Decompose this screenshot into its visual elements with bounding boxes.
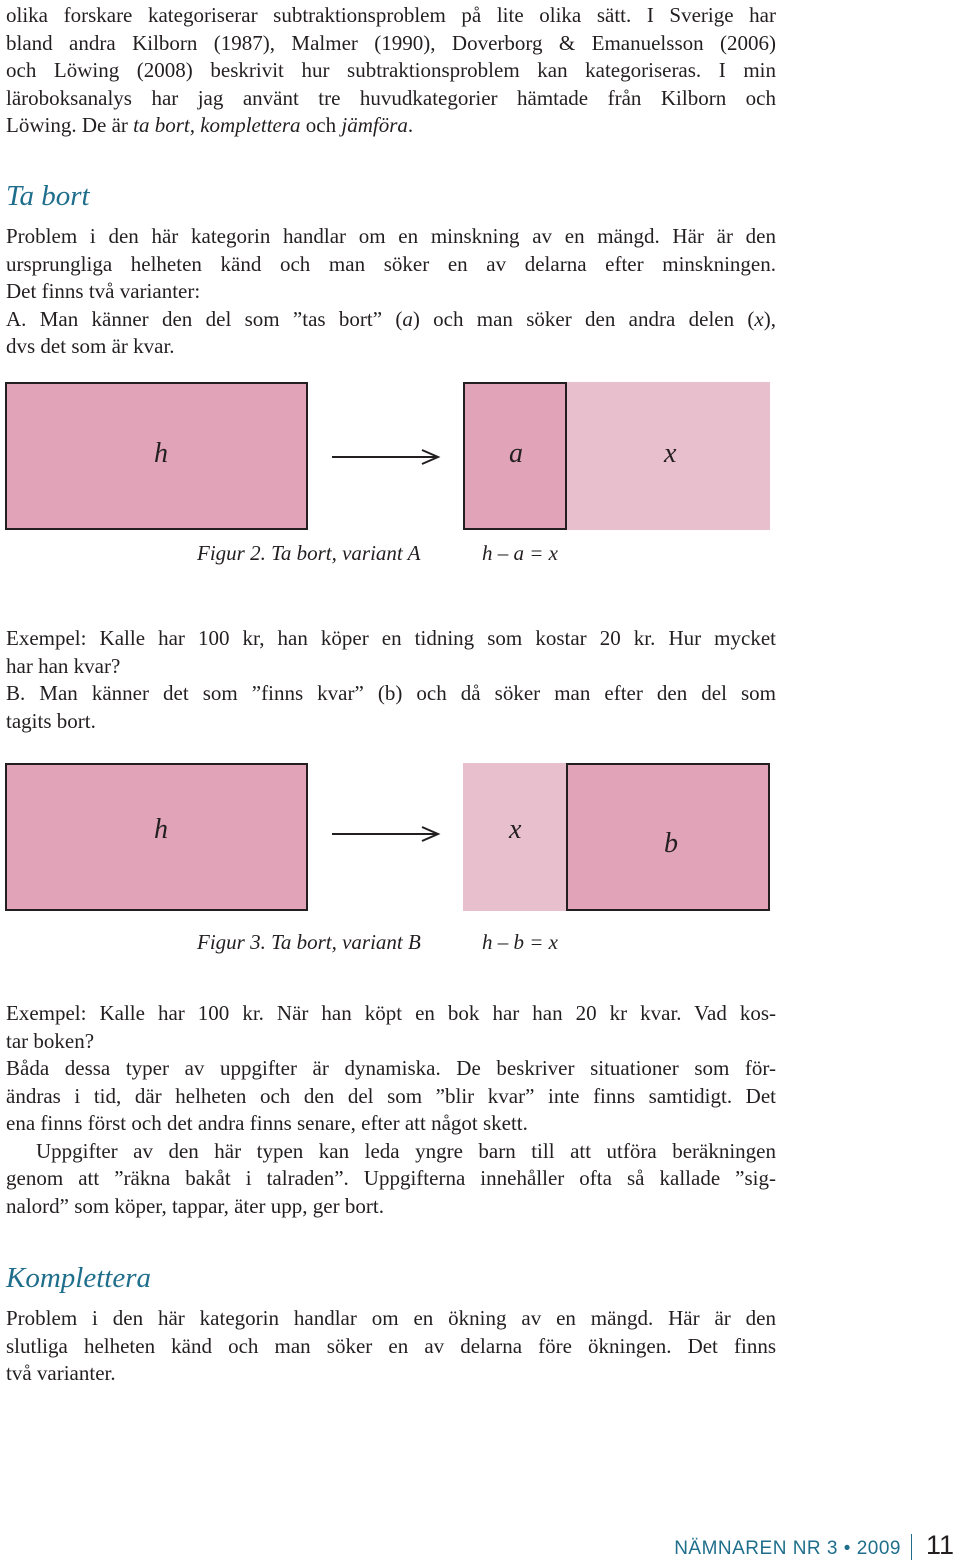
ta-bort-paragraph	[6, 223, 776, 361]
text-line: B. Man känner det som ”finns kvar” (b) och då söker man efter den del som	[6, 681, 776, 705]
text-line: dvs det som är kvar.	[6, 334, 175, 358]
text-line: läroboksanalys har jag använt tre huvudkategorier hämtade från Kilborn och	[6, 85, 776, 110]
text-line: tar boken?	[6, 1028, 95, 1053]
section-heading-komplettera: Komplettera	[6, 1262, 151, 1294]
footer-divider	[911, 1534, 912, 1560]
whole-label: h	[154, 438, 168, 469]
text-line: ändras i tid, där helheten och den del som ”blir kvar” inte finns samtidigt. Det	[6, 1083, 776, 1108]
text-line: Exempel: Kalle har 100 kr, han köper en tidning som kostar 20 kr. Hur mycket	[6, 626, 776, 650]
figure-caption: Figur 3. Ta bort, variant B	[197, 930, 421, 954]
page-footer	[674, 1530, 954, 1561]
text-line: Uppgifter av den här typen kan leda yngre barn till att utföra beräkningen	[36, 1138, 776, 1163]
text-line: har han kvar?	[6, 653, 121, 678]
part-x-label: x	[664, 438, 677, 469]
text-line: ursprungliga helheten känd och man söker en av delarna efter minskningen.	[6, 251, 776, 276]
intro-paragraph	[6, 2, 776, 140]
part-b-label: b	[664, 828, 678, 859]
example-a-paragraph	[6, 625, 776, 735]
text-line: tagits bort.	[6, 708, 96, 733]
komplettera-paragraph	[6, 1305, 776, 1388]
text-line: Exempel: Kalle har 100 kr. När han köpt en bok har han 20 kr kvar. Vad kos-	[6, 1001, 776, 1025]
figure-formula: h – a = x	[482, 541, 558, 565]
part-a-label: a	[509, 438, 523, 469]
arrow-right-icon	[330, 824, 442, 844]
whole-label: h	[154, 814, 168, 845]
figure-caption: Figur 2. Ta bort, variant A	[197, 541, 421, 565]
text-line: bland andra Kilborn (1987), Malmer (1990), Doverborg & Emanuelsson (2006)	[6, 30, 776, 55]
arrow-right-icon	[330, 447, 442, 467]
text-line: Löwing. De är ta bort, komplettera och jämföra.	[6, 113, 414, 137]
section-heading-ta-bort: Ta bort	[6, 180, 90, 212]
text-line: Problem i den här kategorin handlar om en ökning av en mängd. Här är den	[6, 1306, 776, 1330]
page-number: 11	[925, 1530, 954, 1560]
text-line: ena finns först och det andra finns senare, efter att något skett.	[6, 1111, 528, 1135]
figure-formula: h – b = x	[482, 930, 558, 954]
text-line: nalord” som köper, tappar, äter upp, ger bort.	[6, 1193, 384, 1218]
text-line: Problem i den här kategorin handlar om en minskning av en mängd. Här är den	[6, 224, 776, 248]
text-line: Båda dessa typer av uppgifter är dynamiska. De beskriver situationer som för-	[6, 1056, 776, 1080]
text-line: A. Man känner den del som ”tas bort” (a) och man söker den andra delen (x),	[6, 306, 776, 331]
example-b-paragraph	[6, 1000, 776, 1220]
text-line: Det finns två varianter:	[6, 279, 201, 303]
text-line: genom att ”räkna bakåt i talraden”. Uppgifterna innehåller ofta så kallade ”sig-	[6, 1166, 776, 1190]
text-line: och Löwing (2008) beskrivit hur subtraktionsproblem kan kategoriseras. I min	[6, 58, 776, 82]
text-line: två varianter.	[6, 1361, 116, 1385]
journal-issue: NÄMNAREN NR 3 • 2009	[674, 1538, 901, 1559]
text-line: slutliga helheten känd och man söker en av delarna före ökningen. Det finns	[6, 1333, 776, 1358]
part-x-label: x	[509, 814, 522, 845]
text-line: olika forskare kategoriserar subtraktionsproblem på lite olika sätt. I Sverige har	[6, 3, 776, 27]
